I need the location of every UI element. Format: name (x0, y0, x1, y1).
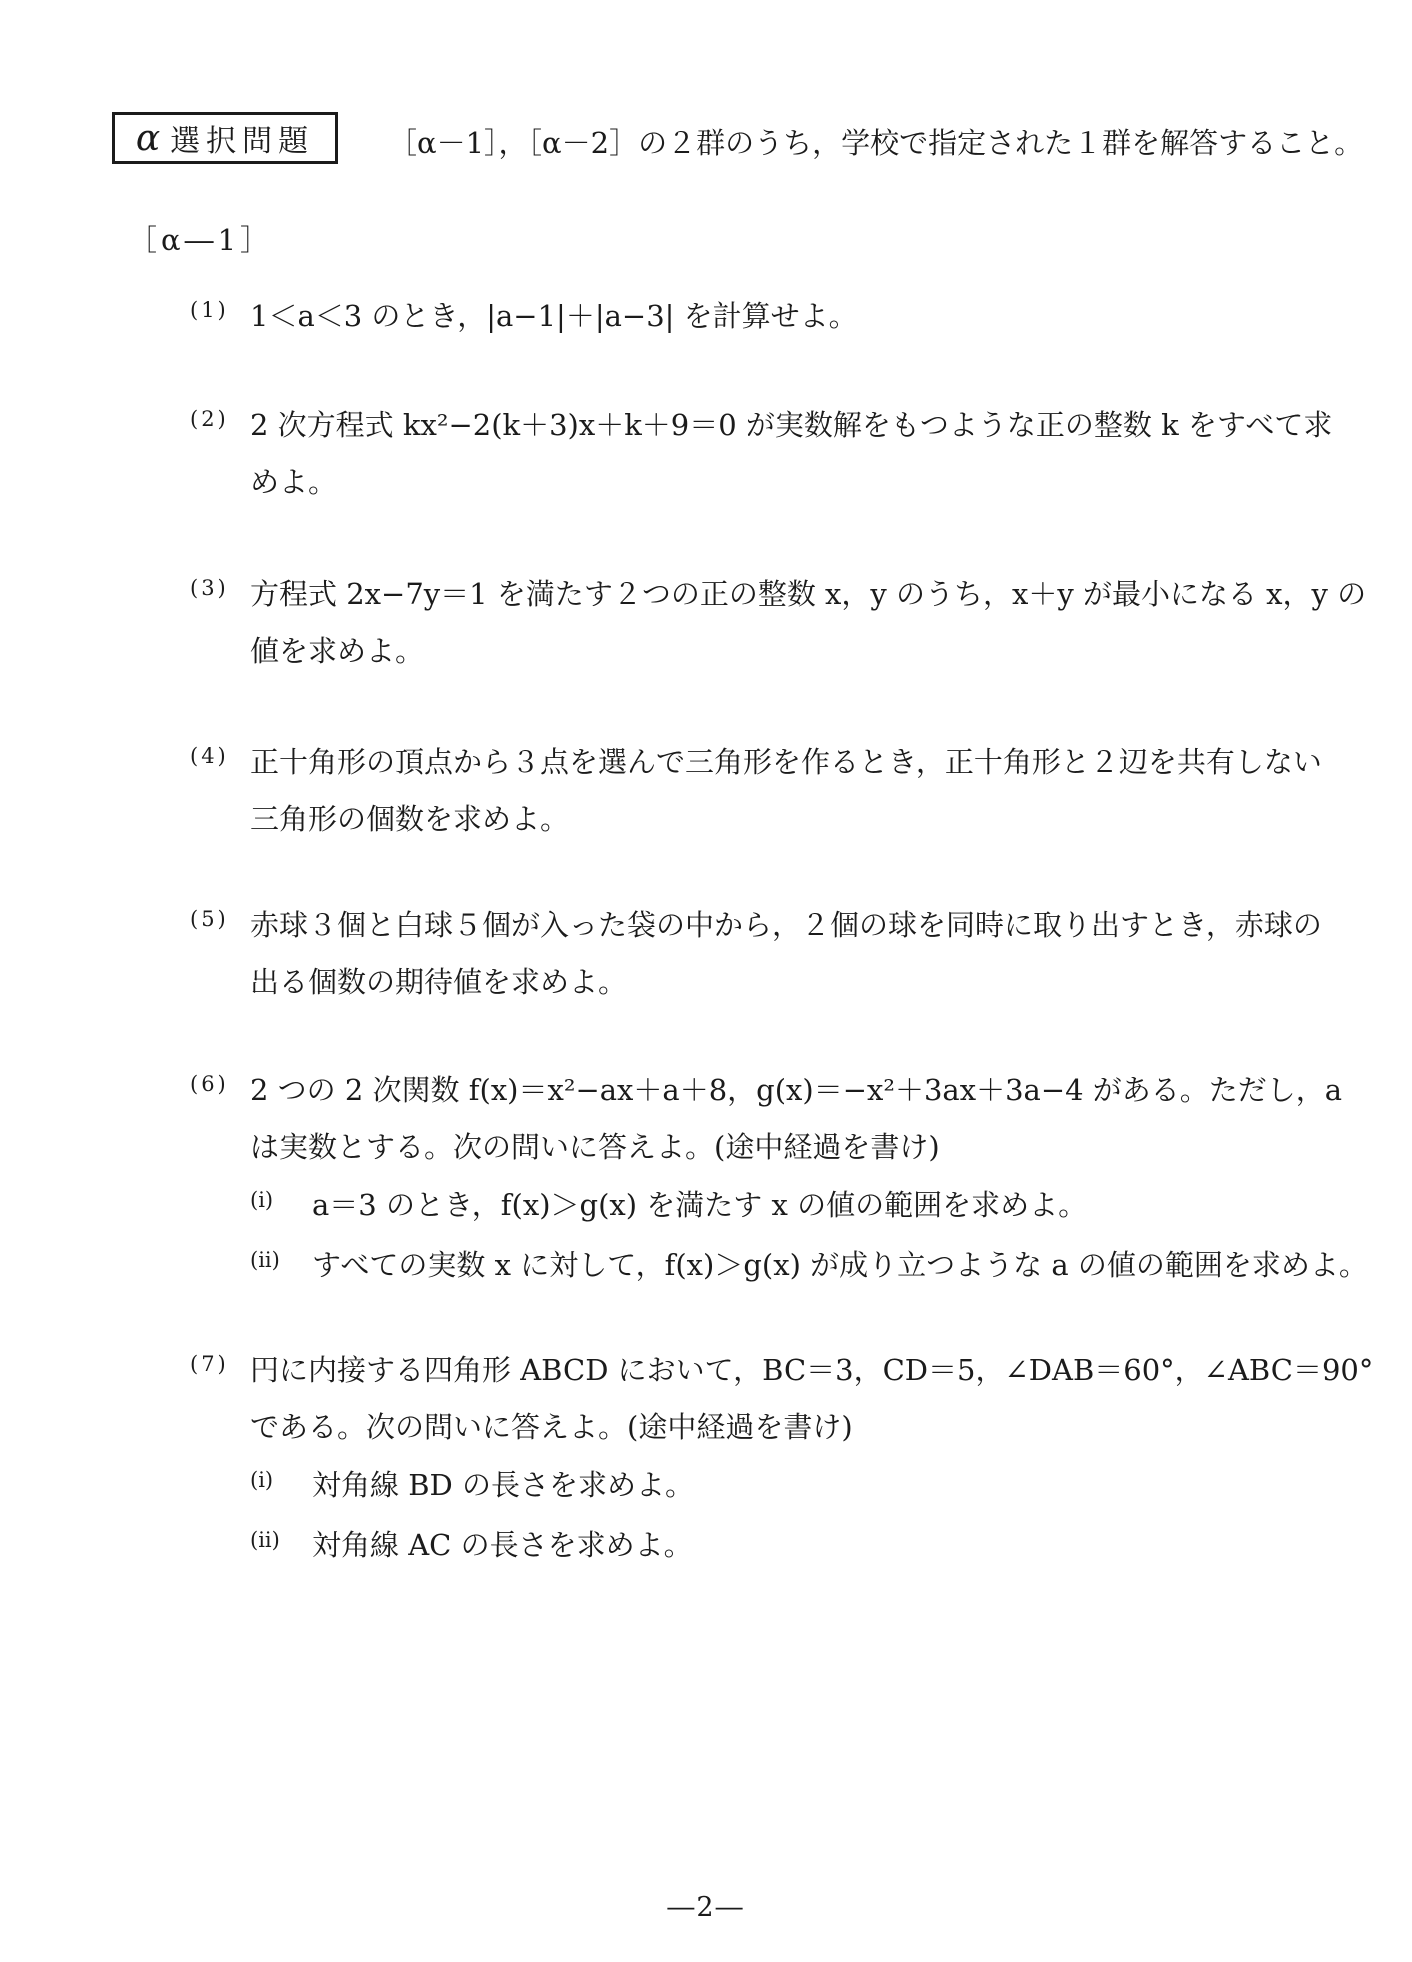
problem-line: 方程式 2x−7y＝1 を満たす２つの正の整数 x，y のうち，x＋y が最小になる x，y の (250, 577, 1367, 611)
section-label: ［α―1］ (128, 223, 274, 257)
page-number: ―2― (667, 1892, 745, 1923)
header (112, 112, 1364, 172)
subquestion-number: (ii) (250, 1528, 280, 1552)
problem-line: めよ。 (250, 465, 338, 499)
problem-line: は実数とする。次の問いに答えよ。(途中経過を書け) (250, 1130, 940, 1164)
problem-line: 値を求めよ。 (250, 634, 425, 668)
problem-line: 円に内接する四角形 ABCD において，BC＝3，CD＝5，∠DAB＝60°，∠ABC＝90° (250, 1353, 1374, 1387)
problem-line: 2 次方程式 kx²−2(k＋3)x＋k＋9＝0 が実数解をもつような正の整数 k をすべて求 (250, 408, 1333, 442)
problem-number: (1) (190, 298, 229, 322)
problem-line: 1＜a＜3 のとき，|a−1|＋|a−3| を計算せよ。 (250, 299, 858, 333)
subquestion-number: (ii) (250, 1248, 280, 1272)
subquestion-text: 対角線 AC の長さを求めよ。 (312, 1528, 693, 1562)
subquestion-text: 対角線 BD の長さを求めよ。 (312, 1468, 694, 1502)
title-box (112, 112, 338, 164)
problem-number: (3) (190, 576, 229, 600)
problem-number: (4) (190, 744, 229, 768)
problem-line: 正十角形の頂点から３点を選んで三角形を作るとき，正十角形と２辺を共有しない (250, 745, 1322, 779)
problem-line: 三角形の個数を求めよ。 (250, 802, 570, 836)
subquestion-number: (i) (250, 1468, 274, 1492)
alpha-symbol: α (135, 117, 161, 159)
section-title: 選択問題 (170, 124, 315, 159)
problem-line: 出る個数の期待値を求めよ。 (250, 965, 628, 999)
problem-number: (2) (190, 407, 229, 431)
problem-number: (5) (190, 907, 229, 931)
instruction-text: ［α－1］，［α－2］の２群のうち，学校で指定された１群を解答すること。 (388, 126, 1364, 160)
problem-line: 赤球３個と白球５個が入った袋の中から，２個の球を同時に取り出すとき，赤球の (250, 908, 1322, 942)
problem-line: である。次の問いに答えよ。(途中経過を書け) (250, 1410, 853, 1444)
problem-line: 2 つの 2 次関数 f(x)＝x²−ax＋a＋8，g(x)＝−x²＋3ax＋3a−4 がある。ただし，a (250, 1073, 1343, 1107)
subquestion-text: すべての実数 x に対して，f(x)＞g(x) が成り立つような a の値の範囲を求めよ。 (312, 1248, 1368, 1282)
problem-number: (6) (190, 1072, 229, 1096)
subquestion-number: (i) (250, 1188, 274, 1212)
problem-number: (7) (190, 1352, 229, 1376)
subquestion-text: a＝3 のとき，f(x)＞g(x) を満たす x の値の範囲を求めよ。 (312, 1188, 1088, 1222)
